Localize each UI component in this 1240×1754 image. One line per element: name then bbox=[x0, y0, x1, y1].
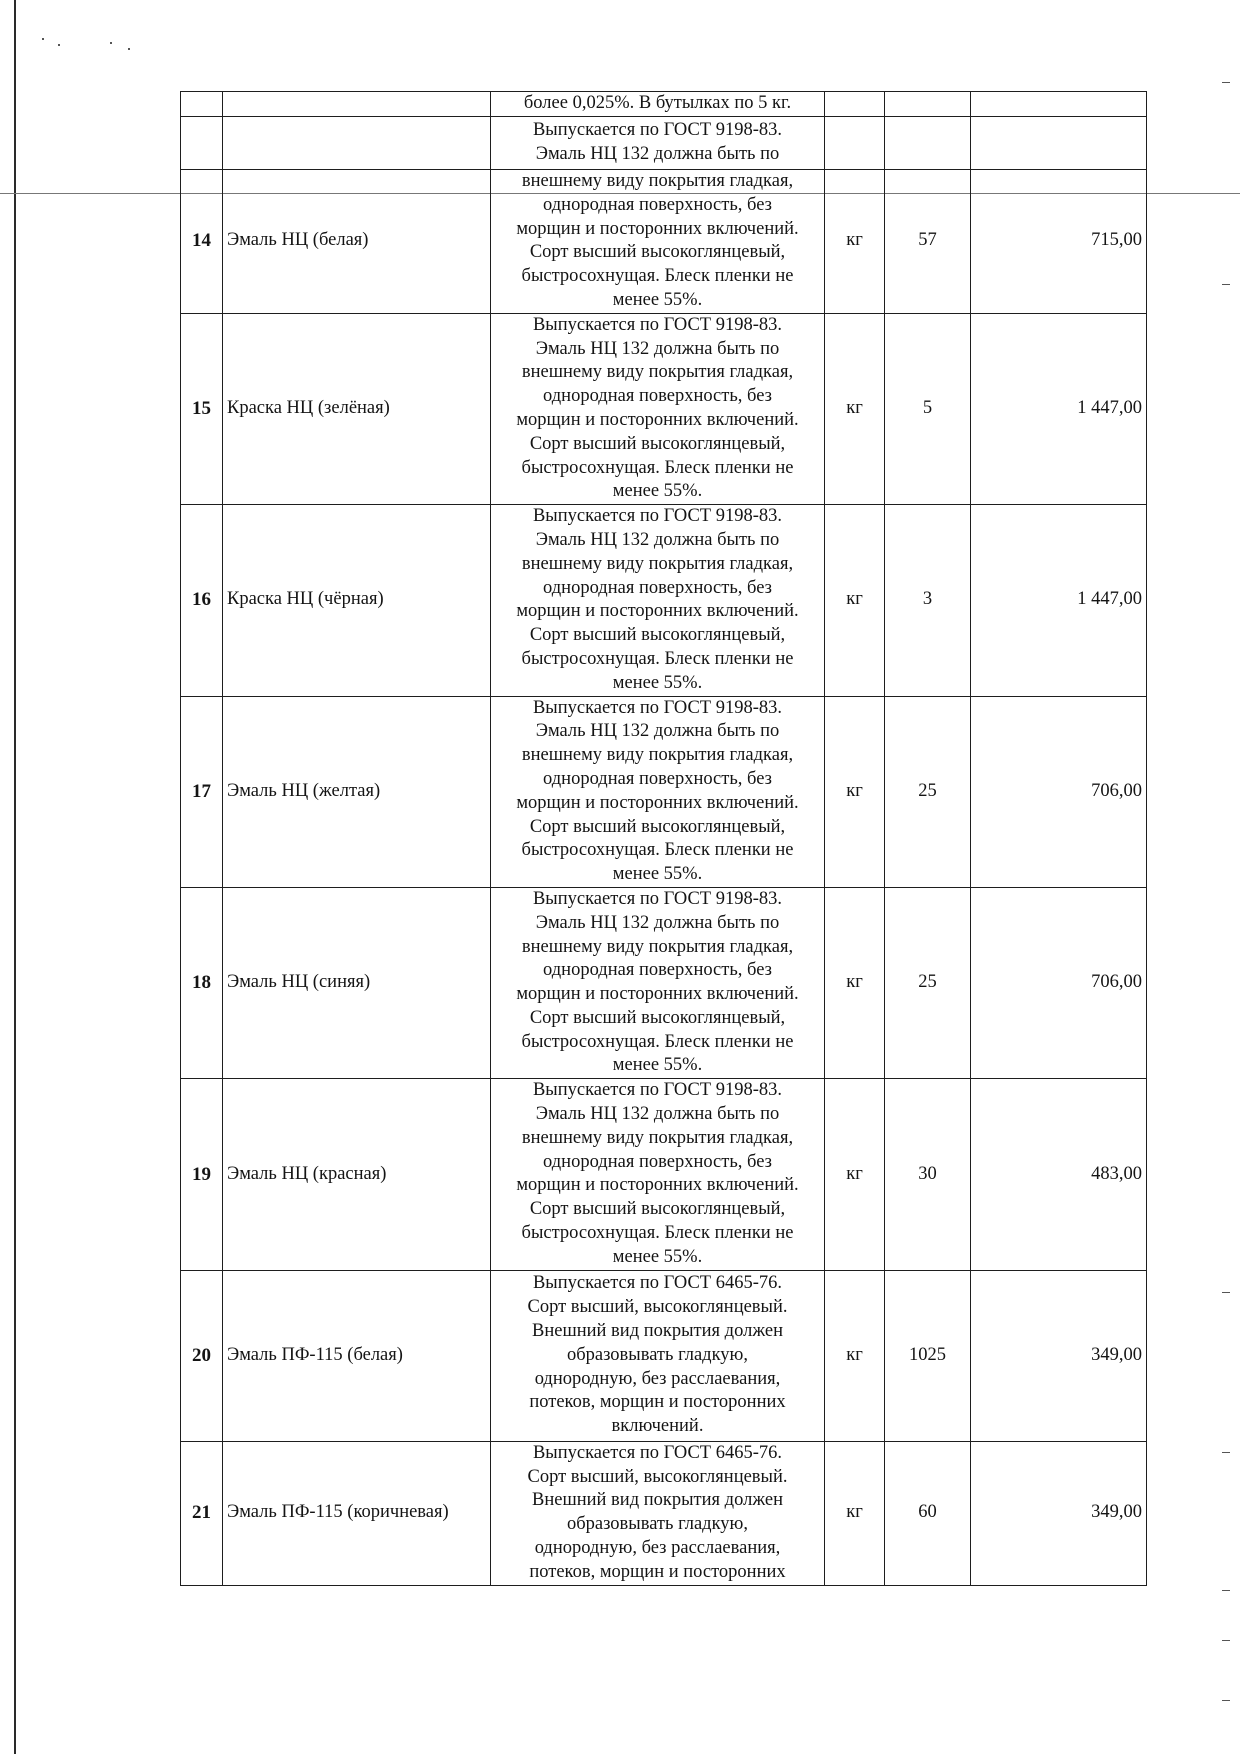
price-cell bbox=[971, 92, 1147, 117]
table-row bbox=[181, 117, 1147, 170]
item-description-cell bbox=[491, 1079, 825, 1270]
table-row bbox=[181, 1441, 1147, 1585]
table-row bbox=[181, 887, 1147, 1078]
description-line: внешнему виду покрытия гладкая, bbox=[521, 1127, 794, 1148]
description-line: более 0,025%. В бутылках по 5 кг. bbox=[523, 93, 792, 114]
description-line: включений. bbox=[611, 1416, 704, 1437]
item-name-cell bbox=[223, 117, 491, 170]
item-description-cell bbox=[491, 92, 825, 117]
unit-cell: кг bbox=[825, 170, 885, 314]
description-line: Выпускается по ГОСТ 6465-76. bbox=[532, 1273, 783, 1294]
description-line: внешнему виду покрытия гладкая, bbox=[521, 362, 794, 383]
description-line: однородная поверхность, без bbox=[543, 386, 772, 407]
unit-cell: кг bbox=[825, 505, 885, 696]
item-name-cell: Эмаль НЦ (синяя) bbox=[223, 887, 491, 1078]
item-description-cell bbox=[491, 505, 825, 696]
row-number-cell: 20 bbox=[181, 1270, 223, 1441]
description-line: Эмаль НЦ 132 должна быть по bbox=[535, 144, 780, 164]
description-line: образовывать гладкую, bbox=[566, 1514, 749, 1535]
scan-speck bbox=[110, 42, 112, 44]
description-line: однородная поверхность, без bbox=[543, 768, 772, 789]
row-number-cell: 18 bbox=[181, 887, 223, 1078]
scan-edge-mark bbox=[1222, 284, 1230, 285]
description-line: Эмаль НЦ 132 должна быть по bbox=[535, 529, 780, 550]
scan-edge-mark bbox=[1222, 1452, 1230, 1453]
table-row bbox=[181, 696, 1147, 887]
description-line: потеков, морщин и посторонних bbox=[529, 1392, 786, 1413]
description-line: однородная поверхность, без bbox=[543, 1151, 772, 1172]
quantity-cell: 3 bbox=[885, 505, 971, 696]
table-row bbox=[181, 505, 1147, 696]
scan-edge-mark bbox=[1222, 82, 1230, 83]
table-row bbox=[181, 92, 1147, 117]
item-name-cell: Эмаль ПФ-115 (коричневая) bbox=[223, 1441, 491, 1585]
table-row bbox=[181, 1079, 1147, 1270]
table-row bbox=[181, 170, 1147, 314]
unit-cell bbox=[825, 117, 885, 170]
price-cell: 1 447,00 bbox=[971, 505, 1147, 696]
description-line: морщин и посторонних включений. bbox=[516, 218, 799, 239]
description-line: Сорт высший, высокоглянцевый. bbox=[527, 1297, 788, 1318]
description-line: морщин и посторонних включений. bbox=[516, 1175, 799, 1196]
scan-edge-mark bbox=[1222, 1292, 1230, 1293]
row-number-cell: 19 bbox=[181, 1079, 223, 1270]
scan-speck bbox=[58, 44, 60, 46]
unit-cell: кг bbox=[825, 1079, 885, 1270]
item-name-cell: Эмаль ПФ-115 (белая) bbox=[223, 1270, 491, 1441]
description-line: Сорт высший, высокоглянцевый. bbox=[527, 1466, 788, 1487]
price-cell: 349,00 bbox=[971, 1270, 1147, 1441]
scan-edge-mark bbox=[1222, 1700, 1230, 1701]
item-description-cell bbox=[491, 1270, 825, 1441]
description-line: Эмаль НЦ 132 должна быть по bbox=[535, 338, 780, 359]
description-line: Внешний вид покрытия должен bbox=[532, 1320, 783, 1341]
description-line: образовывать гладкую, bbox=[566, 1344, 749, 1365]
description-line: внешнему виду покрытия гладкая, bbox=[521, 171, 794, 191]
row-number-cell bbox=[181, 92, 223, 117]
quantity-cell: 25 bbox=[885, 696, 971, 887]
description-line: Выпускается по ГОСТ 9198-83. bbox=[532, 314, 783, 335]
description-line: менее 55%. bbox=[612, 1246, 703, 1267]
description-line: Сорт высший высокоглянцевый, bbox=[529, 816, 786, 837]
specification-table bbox=[180, 91, 1147, 1586]
description-line: Эмаль НЦ 132 должна быть по bbox=[535, 721, 780, 742]
description-line: однородная поверхность, без bbox=[543, 194, 772, 215]
description-line: быстросохнущая. Блеск пленки не bbox=[521, 266, 794, 287]
description-line: Выпускается по ГОСТ 6465-76. bbox=[532, 1442, 783, 1463]
price-cell: 349,00 bbox=[971, 1441, 1147, 1585]
item-name-cell: Эмаль НЦ (желтая) bbox=[223, 696, 491, 887]
description-line: Сорт высший высокоглянцевый, bbox=[529, 242, 786, 263]
description-line: быстросохнущая. Блеск пленки не bbox=[521, 840, 794, 861]
price-cell: 715,00 bbox=[971, 170, 1147, 314]
row-number-cell: 21 bbox=[181, 1441, 223, 1585]
quantity-cell bbox=[885, 92, 971, 117]
row-number-cell: 15 bbox=[181, 313, 223, 504]
description-line: внешнему виду покрытия гладкая, bbox=[521, 936, 794, 957]
description-line: внешнему виду покрытия гладкая, bbox=[521, 745, 794, 766]
item-description-cell bbox=[491, 1441, 825, 1585]
description-line: Сорт высший высокоглянцевый, bbox=[529, 1199, 786, 1220]
price-cell: 1 447,00 bbox=[971, 313, 1147, 504]
description-line: менее 55%. bbox=[612, 481, 703, 502]
description-line: однородная поверхность, без bbox=[543, 577, 772, 598]
row-number-cell: 17 bbox=[181, 696, 223, 887]
item-name-cell: Эмаль НЦ (красная) bbox=[223, 1079, 491, 1270]
description-line: морщин и посторонних включений. bbox=[516, 409, 799, 430]
description-line: менее 55%. bbox=[612, 289, 703, 310]
description-line: Сорт высший высокоглянцевый, bbox=[529, 625, 786, 646]
item-description-cell bbox=[491, 313, 825, 504]
quantity-cell: 57 bbox=[885, 170, 971, 314]
item-description-cell bbox=[491, 117, 825, 170]
description-line: внешнему виду покрытия гладкая, bbox=[521, 553, 794, 574]
description-line: быстросохнущая. Блеск пленки не bbox=[521, 457, 794, 478]
description-line: менее 55%. bbox=[612, 864, 703, 885]
item-name-cell bbox=[223, 92, 491, 117]
description-line: морщин и посторонних включений. bbox=[516, 601, 799, 622]
item-description-cell bbox=[491, 696, 825, 887]
row-number-cell: 16 bbox=[181, 505, 223, 696]
quantity-cell: 1025 bbox=[885, 1270, 971, 1441]
item-name-cell: Эмаль НЦ (белая) bbox=[223, 170, 491, 314]
quantity-cell: 25 bbox=[885, 887, 971, 1078]
item-description-cell bbox=[491, 887, 825, 1078]
scan-margin-line-left bbox=[14, 0, 16, 1754]
description-line: менее 55%. bbox=[612, 1055, 703, 1076]
quantity-cell bbox=[885, 117, 971, 170]
description-line: быстросохнущая. Блеск пленки не bbox=[521, 648, 794, 669]
table-body bbox=[181, 92, 1147, 1586]
quantity-cell: 5 bbox=[885, 313, 971, 504]
row-number-cell: 14 bbox=[181, 170, 223, 314]
description-line: потеков, морщин и посторонних bbox=[529, 1561, 786, 1582]
description-line: Эмаль НЦ 132 должна быть по bbox=[535, 1104, 780, 1125]
unit-cell: кг bbox=[825, 313, 885, 504]
price-cell bbox=[971, 117, 1147, 170]
table-row bbox=[181, 313, 1147, 504]
description-line: Выпускается по ГОСТ 9198-83. bbox=[532, 1080, 783, 1101]
unit-cell bbox=[825, 92, 885, 117]
unit-cell: кг bbox=[825, 1441, 885, 1585]
description-line: быстросохнущая. Блеск пленки не bbox=[521, 1031, 794, 1052]
unit-cell: кг bbox=[825, 887, 885, 1078]
description-line: Выпускается по ГОСТ 9198-83. bbox=[532, 120, 783, 141]
description-line: Сорт высший высокоглянцевый, bbox=[529, 433, 786, 454]
description-line: менее 55%. bbox=[612, 672, 703, 693]
description-line: морщин и посторонних включений. bbox=[516, 984, 799, 1005]
unit-cell: кг bbox=[825, 696, 885, 887]
description-line: Внешний вид покрытия должен bbox=[532, 1490, 783, 1511]
quantity-cell: 30 bbox=[885, 1079, 971, 1270]
description-line: Выпускается по ГОСТ 9198-83. bbox=[532, 697, 783, 718]
item-name-cell: Краска НЦ (зелёная) bbox=[223, 313, 491, 504]
description-line: однородную, без расслаевания, bbox=[534, 1368, 781, 1389]
scan-speck bbox=[42, 38, 44, 40]
row-number-cell bbox=[181, 117, 223, 170]
description-line: Эмаль НЦ 132 должна быть по bbox=[535, 912, 780, 933]
quantity-cell: 60 bbox=[885, 1441, 971, 1585]
scan-edge-mark bbox=[1222, 1640, 1230, 1641]
description-line: однородная поверхность, без bbox=[543, 960, 772, 981]
table-row bbox=[181, 1270, 1147, 1441]
scan-edge-mark bbox=[1222, 1590, 1230, 1591]
description-line: однородную, без расслаевания, bbox=[534, 1537, 781, 1558]
price-cell: 706,00 bbox=[971, 696, 1147, 887]
description-line: быстросохнущая. Блеск пленки не bbox=[521, 1223, 794, 1244]
description-line: Выпускается по ГОСТ 9198-83. bbox=[532, 506, 783, 527]
description-line: Сорт высший высокоглянцевый, bbox=[529, 1007, 786, 1028]
unit-cell: кг bbox=[825, 1270, 885, 1441]
item-description-cell bbox=[491, 170, 825, 314]
price-cell: 706,00 bbox=[971, 887, 1147, 1078]
description-line: морщин и посторонних включений. bbox=[516, 792, 799, 813]
scan-speck bbox=[128, 48, 130, 50]
item-name-cell: Краска НЦ (чёрная) bbox=[223, 505, 491, 696]
description-line: Выпускается по ГОСТ 9198-83. bbox=[532, 888, 783, 909]
price-cell: 483,00 bbox=[971, 1079, 1147, 1270]
